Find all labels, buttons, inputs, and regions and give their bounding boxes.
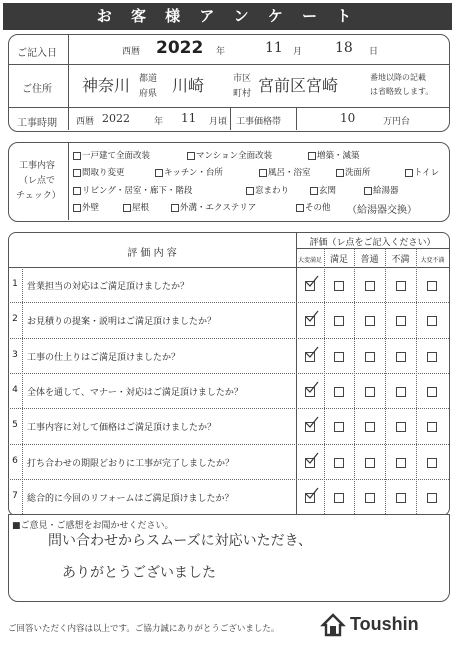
address-prefecture-value: 神奈川 xyxy=(82,76,131,95)
question-number: 7 xyxy=(12,490,18,501)
evaluation-rating-header: 評価（レ点をご記入ください） xyxy=(309,238,436,248)
checkbox-icon[interactable] xyxy=(259,169,267,177)
question-number: 2 xyxy=(12,314,18,325)
check-mark-icon xyxy=(305,273,317,285)
work-item-label: その他 xyxy=(305,203,331,213)
rating-checkbox[interactable] xyxy=(396,493,406,503)
toushin-logo-icon xyxy=(320,612,346,638)
check-mark-icon xyxy=(305,450,317,462)
checkbox-icon[interactable] xyxy=(73,152,81,160)
comments-label: ■ご意見・ご感想をお聞かせください。 xyxy=(12,521,174,531)
checkbox-icon[interactable] xyxy=(364,187,372,195)
rating-checkbox[interactable] xyxy=(365,281,375,291)
rating-checkbox[interactable] xyxy=(365,422,375,432)
checkbox-icon[interactable] xyxy=(246,187,254,195)
rating-checkbox[interactable] xyxy=(334,422,344,432)
work-item-label: 外溝・エクステリア xyxy=(180,203,257,213)
work-item-checkbox[interactable] xyxy=(155,166,223,178)
period-year-label: 年 xyxy=(154,117,164,127)
entry-year-label: 年 xyxy=(216,47,226,57)
rating-checkbox[interactable] xyxy=(427,387,437,397)
work-item-checkbox[interactable] xyxy=(73,166,125,178)
rating-checkbox[interactable] xyxy=(365,458,375,468)
rating-checkbox[interactable] xyxy=(365,493,375,503)
work-item-label: 風呂・浴室 xyxy=(268,168,311,178)
work-item-label: リビング・居室・廊下・階段 xyxy=(82,186,193,196)
work-content-label-2: （レ点で xyxy=(19,176,56,186)
question-text: お見積りの提案・説明はご満足頂けましたか？ xyxy=(27,317,217,328)
entry-month-value: 11 xyxy=(265,40,283,56)
rating-checkbox[interactable] xyxy=(365,387,375,397)
rating-checkbox[interactable] xyxy=(427,352,437,362)
entry-month-label: 月 xyxy=(293,47,303,57)
work-item-checkbox[interactable] xyxy=(259,166,311,178)
rating-checkbox[interactable] xyxy=(334,316,344,326)
address-note-2: は省略致します。 xyxy=(370,87,434,96)
rating-checkbox[interactable] xyxy=(396,387,406,397)
other-work-value: （給湯器交換） xyxy=(347,205,417,216)
work-item-checkbox[interactable] xyxy=(73,149,150,161)
work-item-label: 屋根 xyxy=(132,203,150,213)
column-very-satisfied: 大変満足 xyxy=(297,257,322,264)
brand-name: Toushin xyxy=(350,614,419,634)
rating-checkbox[interactable] xyxy=(427,458,437,468)
work-item-checkbox[interactable] xyxy=(336,166,371,178)
question-text: 総合的に今回のリフォームはご満足頂けましたか？ xyxy=(27,493,234,504)
rating-checkbox[interactable] xyxy=(396,422,406,432)
prefecture-label-2: 府県 xyxy=(139,89,158,99)
rating-checkbox[interactable] xyxy=(427,422,437,432)
rating-checkbox[interactable] xyxy=(334,458,344,468)
question-text: 全体を通して、マナー・対応はご満足頂けましたか？ xyxy=(27,387,243,398)
work-item-label: 増築・減築 xyxy=(317,151,360,161)
check-mark-icon xyxy=(305,414,317,426)
question-text: 工事の仕上りはご満足頂けましたか？ xyxy=(27,352,181,363)
work-item-label: マンション全面改装 xyxy=(196,151,273,161)
work-item-checkbox[interactable] xyxy=(405,166,439,178)
checkbox-icon[interactable] xyxy=(187,152,195,160)
check-mark-icon xyxy=(305,485,317,497)
address-city-value: 川崎 xyxy=(172,76,205,95)
checkbox-icon[interactable] xyxy=(73,169,81,177)
checkbox-icon[interactable] xyxy=(73,204,81,212)
column-satisfied: 満足 xyxy=(329,255,348,265)
address-town-value: 宮前区宮崎 xyxy=(258,76,339,95)
column-neutral: 普通 xyxy=(360,255,379,265)
period-year-value: 2022 xyxy=(102,112,130,125)
work-item-checkbox[interactable] xyxy=(310,184,336,196)
rating-checkbox[interactable] xyxy=(427,493,437,503)
work-item-label: 一戸建て全面改装 xyxy=(82,151,151,161)
work-item-checkbox[interactable] xyxy=(308,149,360,161)
checkbox-icon[interactable] xyxy=(73,187,81,195)
period-month-value: 11 xyxy=(181,111,197,125)
rating-checkbox[interactable] xyxy=(334,281,344,291)
price-value: 10 xyxy=(340,111,356,125)
price-label: 工事価格帯 xyxy=(236,117,282,127)
work-item-checkbox[interactable] xyxy=(364,184,399,196)
work-item-checkbox[interactable] xyxy=(73,184,192,196)
rating-checkbox[interactable] xyxy=(396,352,406,362)
rating-checkbox[interactable] xyxy=(334,352,344,362)
checkbox-icon[interactable] xyxy=(336,169,344,177)
period-era-label: 西暦 xyxy=(76,117,95,127)
rating-checkbox[interactable] xyxy=(427,281,437,291)
question-number: 3 xyxy=(12,349,18,360)
checkbox-icon[interactable] xyxy=(155,169,163,177)
checkbox-icon[interactable] xyxy=(310,187,318,195)
checkbox-icon[interactable] xyxy=(296,204,304,212)
question-text: 工事内容に対して価格はご満足頂けましたか？ xyxy=(27,423,217,434)
evaluation-table xyxy=(8,232,450,516)
entry-day-value: 18 xyxy=(335,40,353,56)
work-item-label: トイレ xyxy=(414,168,440,178)
question-number: 5 xyxy=(12,420,18,431)
rating-checkbox[interactable] xyxy=(365,316,375,326)
entry-date-label: ご記入日 xyxy=(17,48,57,59)
rating-checkbox[interactable] xyxy=(365,352,375,362)
prefecture-label-1: 都道 xyxy=(139,74,158,84)
question-number: 1 xyxy=(12,279,18,289)
work-item-label: 外壁 xyxy=(82,203,100,213)
period-month-label: 月頃 xyxy=(209,117,228,127)
address-note-1: 番地以降の記載 xyxy=(370,73,426,82)
work-item-label: 給湯器 xyxy=(373,186,399,196)
check-mark-icon xyxy=(305,379,317,391)
city-label-2: 町村 xyxy=(233,89,252,99)
work-content-label-1: 工事内容 xyxy=(19,161,56,171)
footer-note: ご回答いただく内容は以上です。ご協力誠にありがとうございました。 xyxy=(8,624,280,634)
comment-line-1: 問い合わせからスムーズに対応いただき、 xyxy=(48,533,313,549)
checkbox-icon[interactable] xyxy=(123,204,131,212)
question-text: 営業担当の対応はご満足頂けましたか？ xyxy=(27,282,190,292)
check-mark-icon xyxy=(305,308,317,320)
work-item-checkbox[interactable] xyxy=(123,201,149,213)
period-label: 工事時期 xyxy=(17,118,57,129)
work-item-label: キッチン・台所 xyxy=(164,168,223,178)
evaluation-content-header: 評 価 内 容 xyxy=(127,248,177,259)
rating-checkbox[interactable] xyxy=(334,387,344,397)
work-item-label: 間取り変更 xyxy=(82,168,125,178)
column-very-dissatisfied: 大変不満 xyxy=(420,257,445,264)
work-content-label-3: チェック） xyxy=(16,191,61,201)
rating-checkbox[interactable] xyxy=(396,316,406,326)
city-label-1: 市区 xyxy=(233,74,252,84)
rating-checkbox[interactable] xyxy=(334,493,344,503)
address-label: ご住所 xyxy=(22,84,52,95)
column-dissatisfied: 不満 xyxy=(391,255,410,265)
work-item-label: 窓まわり xyxy=(255,186,290,196)
checkbox-icon[interactable] xyxy=(405,169,413,177)
survey-title: お 客 様 ア ン ケ ー ト xyxy=(3,3,452,30)
work-item-label: 洗面所 xyxy=(345,168,371,178)
work-item-checkbox[interactable] xyxy=(296,201,331,213)
checkbox-icon[interactable] xyxy=(171,204,179,212)
entry-year-value: 2022 xyxy=(156,38,204,58)
entry-day-label: 日 xyxy=(369,47,379,57)
rating-checkbox[interactable] xyxy=(427,316,437,326)
work-item-checkbox[interactable] xyxy=(187,149,272,161)
work-item-checkbox[interactable] xyxy=(171,201,256,213)
price-unit: 万円台 xyxy=(383,117,411,127)
question-number: 6 xyxy=(12,455,18,466)
work-item-checkbox[interactable] xyxy=(73,201,99,213)
rating-checkbox[interactable] xyxy=(396,281,406,291)
comment-line-2: ありがとうございました xyxy=(62,565,216,581)
question-text: 打ち合わせの期限どおりに工事が完了しましたか？ xyxy=(27,458,235,469)
rating-checkbox[interactable] xyxy=(396,458,406,468)
checkbox-icon[interactable] xyxy=(308,152,316,160)
check-mark-icon xyxy=(305,344,317,356)
question-number: 4 xyxy=(12,384,18,395)
work-item-label: 玄関 xyxy=(319,186,337,196)
entry-era-label: 西暦 xyxy=(122,47,141,57)
work-item-checkbox[interactable] xyxy=(246,184,289,196)
